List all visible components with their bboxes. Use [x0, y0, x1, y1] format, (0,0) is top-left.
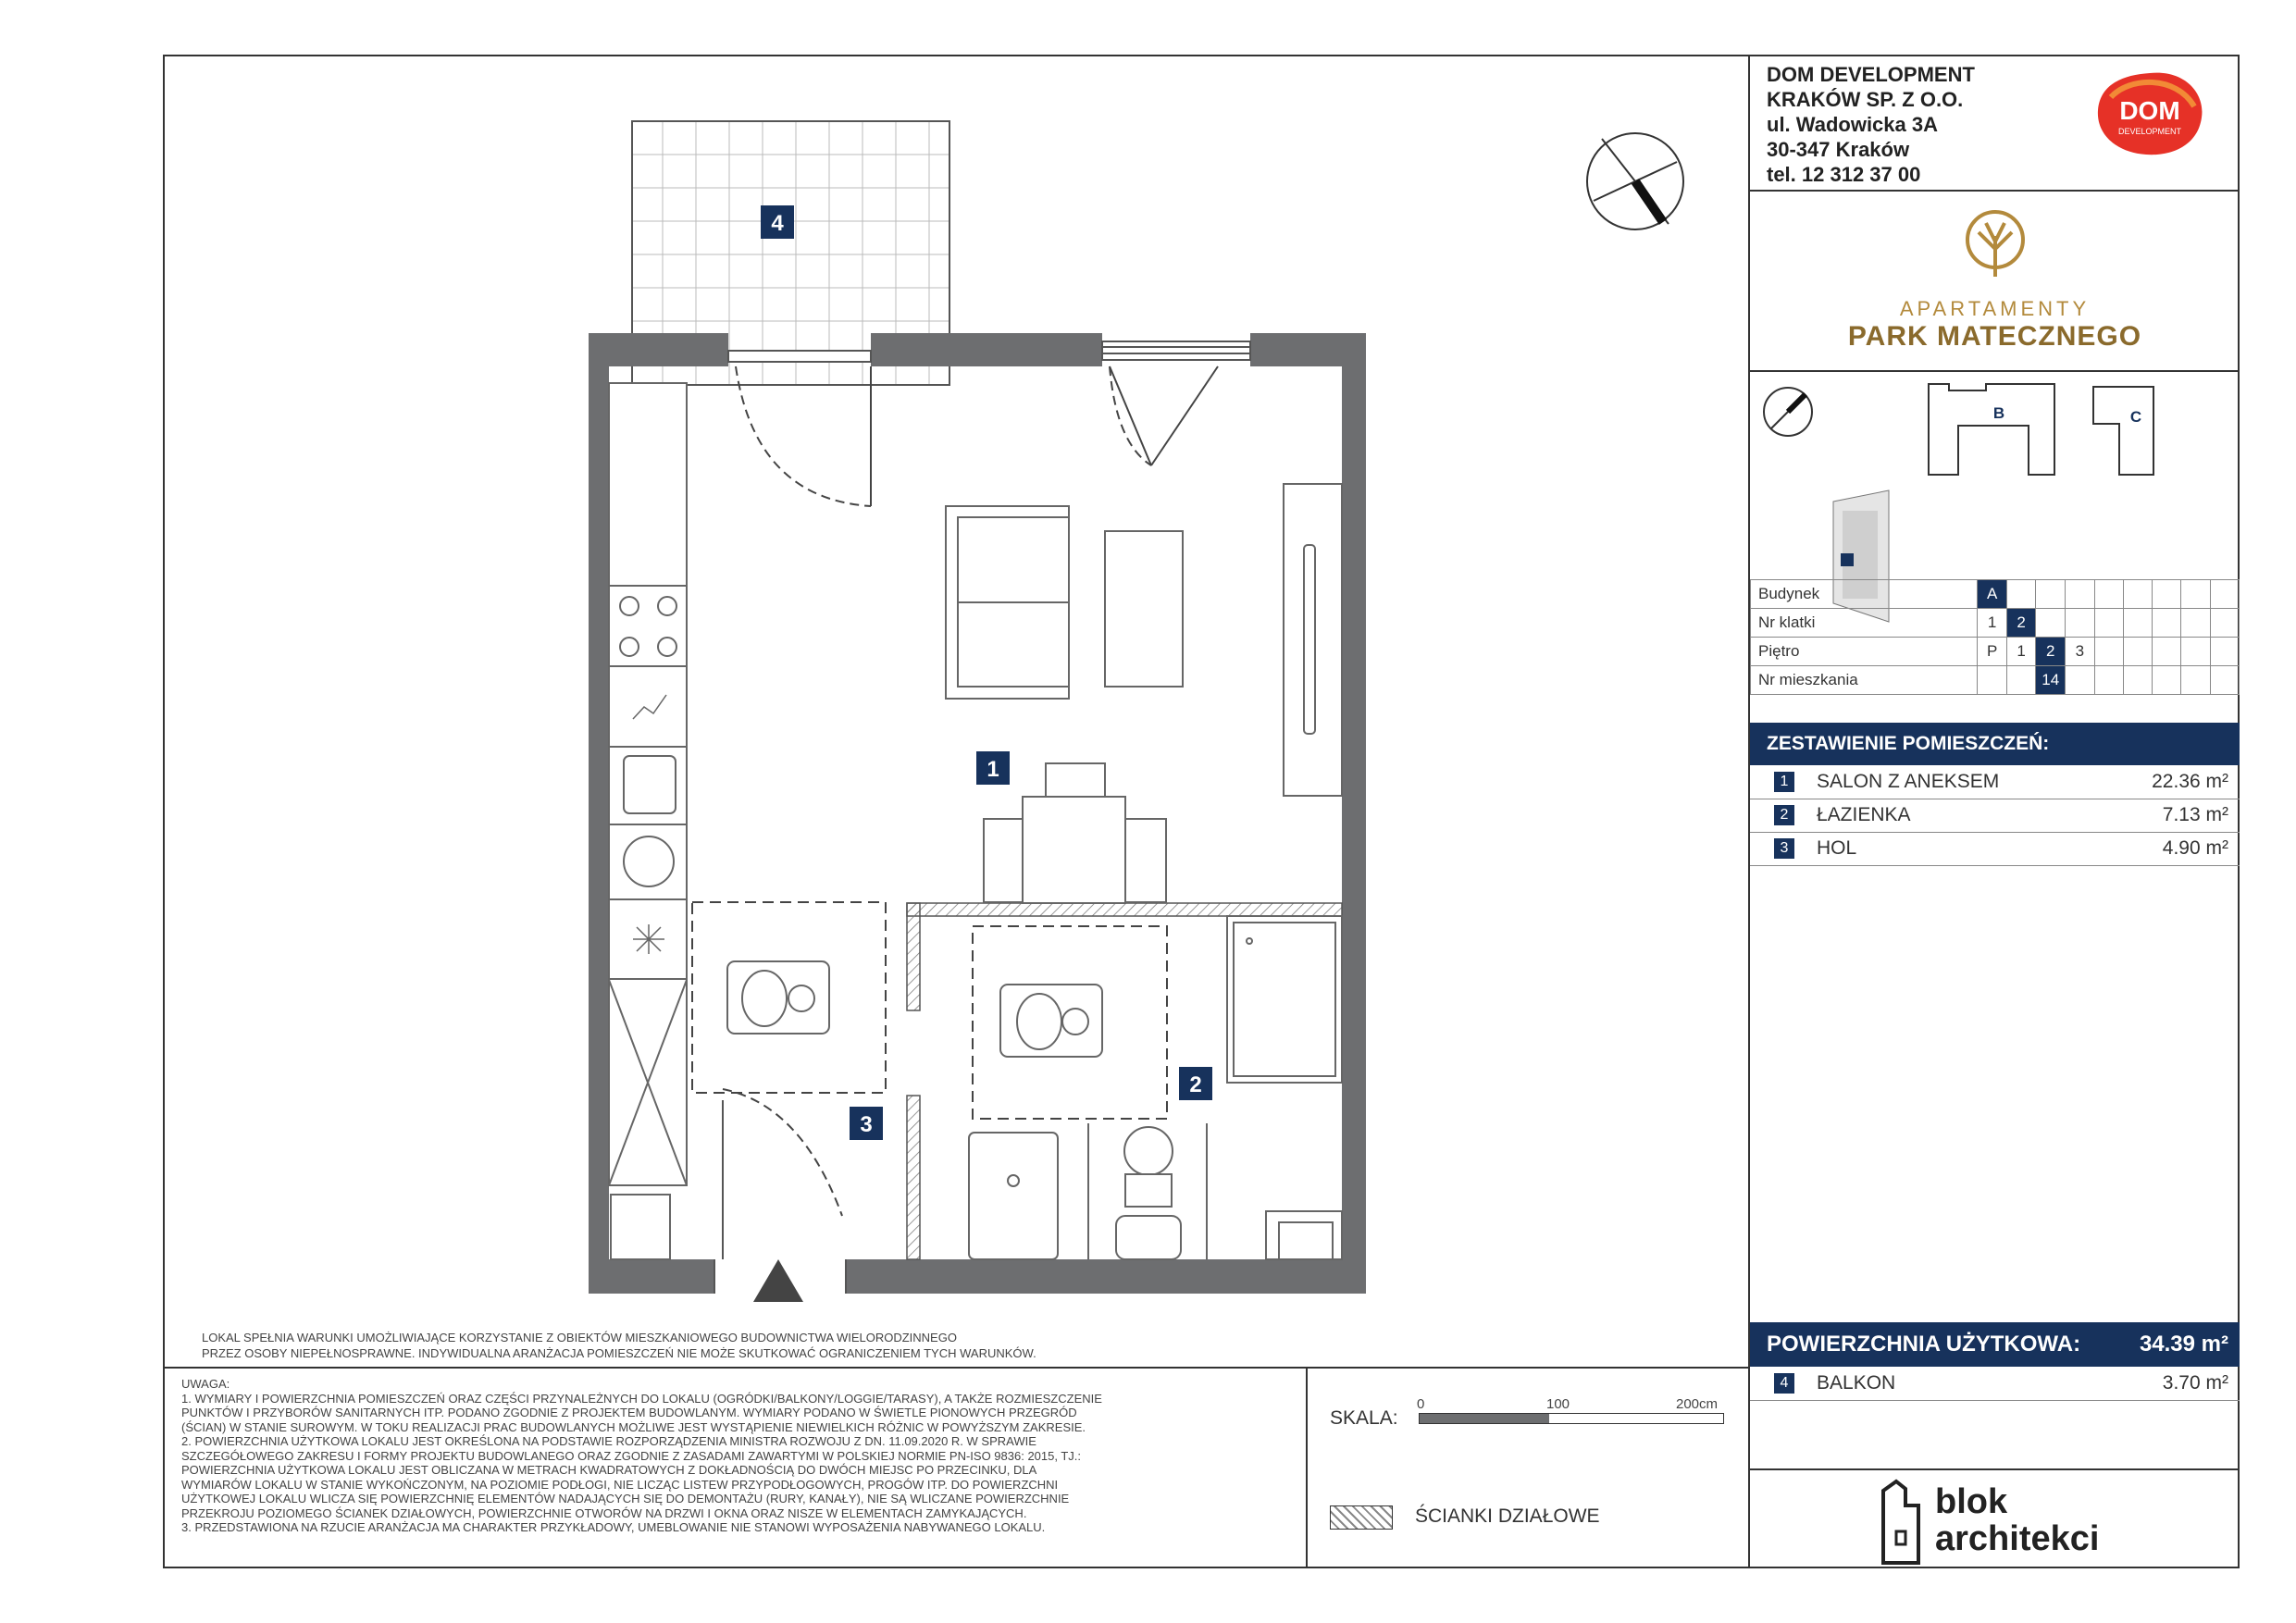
info-cell	[1978, 666, 2007, 695]
info-row-floor	[1751, 638, 2240, 666]
architect-name-line2: architekci	[1935, 1519, 2100, 1558]
legend-hatch-swatch	[1330, 1505, 1393, 1530]
info-cell	[2006, 580, 2035, 609]
room-number: 1	[1774, 772, 1794, 792]
info-cell: 1	[1978, 609, 2007, 638]
room-tag-1: 1	[987, 757, 999, 782]
info-cell	[2006, 666, 2035, 695]
info-cell	[2123, 580, 2152, 609]
info-cell	[2181, 609, 2210, 638]
extra-room-row	[1750, 1367, 2240, 1401]
info-cell	[2066, 609, 2094, 638]
note-line: PRZEKROJU POZIOMEGO ŚCIANEK DZIAŁOWYCH, POWIERZCHNIE OTWORÓW NA DRZWI I OKNA ORAZ NISZE W ELEMENTACH ZAMYKAJĄCYCH.	[181, 1505, 1027, 1520]
note-line: WYMIARÓW LOKALU W STANIE WYKOŃCZONYM, NA POZIOMIE PODŁOGI, NIE LICZĄC LISTEW PRZYPODŁOGOWYCH, PROGÓW ITP. DO POWIERZCHNI	[181, 1477, 1059, 1492]
info-cell	[2123, 666, 2152, 695]
info-label: Nr mieszkania	[1751, 666, 1978, 695]
company-address-2: 30-347 Kraków	[1767, 138, 1910, 161]
note-line: POWIERZCHNIA UŻYTKOWA LOKALU JEST OBLICZANA W METRACH KWADRATOWYCH Z DOKŁADNOŚCIĄ DO DWÓCH MIEJSC PO PRZECINKU, DLA	[181, 1463, 1037, 1477]
scale-tick-200: 200cm	[1676, 1396, 1719, 1412]
company-info	[1767, 62, 1975, 187]
title-block	[1748, 55, 2240, 1568]
info-label: Nr klatki	[1751, 609, 1978, 638]
usable-area-value: 34.39 m²	[2139, 1332, 2228, 1357]
room-tag-2: 2	[1189, 1072, 1202, 1097]
project-name	[1750, 297, 2240, 353]
info-cell	[2181, 638, 2210, 666]
sofa	[946, 506, 1183, 699]
tv-unit	[1284, 484, 1342, 796]
usable-area-band	[1750, 1322, 2240, 1367]
company-phone: tel. 12 312 37 00	[1767, 163, 1921, 186]
room-tag-4: 4	[771, 211, 784, 236]
accessibility-note	[202, 1330, 1036, 1361]
info-label: Piętro	[1751, 638, 1978, 666]
room-number: 3	[1774, 838, 1794, 859]
room-area: 7.13 m²	[2162, 804, 2228, 825]
note-line: 3. PRZEDSTAWIONA NA RZUCIE ARANŻACJA MA CHARAKTER PRZYKŁADOWY, UMEBLOWANIE NIE STANOWI WYPOSAŻENIA NABYWANEGO LOKALU.	[181, 1520, 1046, 1534]
scale-tick-100: 100	[1546, 1396, 1570, 1412]
separator	[1750, 1468, 2240, 1470]
company-address-1: ul. Wadowicka 3A	[1767, 113, 1939, 136]
info-cell	[2123, 609, 2152, 638]
info-cell	[2094, 666, 2123, 695]
logo-text-dom: DOM	[2119, 96, 2180, 125]
room-number: 2	[1774, 805, 1794, 825]
notes-title: UWAGA:	[181, 1377, 230, 1391]
note-line: UŻYTKOWEJ LOKALU WLICZA SIĘ POWIERZCHNIĘ ELEMENTÓW NADAJĄCYCH SIĘ DO DEMONTAŻU (RURY, KANAŁY), NIE SĄ WLICZANE POWIERZCHNIE	[181, 1492, 1070, 1505]
info-cell: 3	[2066, 638, 2094, 666]
info-cell	[2036, 609, 2066, 638]
project-name-big: PARK MATECZNEGO	[1847, 321, 2142, 352]
room-name: SALON Z ANEKSEM	[1817, 771, 2000, 792]
usable-area-label: POWIERZCHNIA UŻYTKOWA:	[1767, 1332, 2081, 1357]
info-cell	[2123, 638, 2152, 666]
room-name: ŁAZIENKA	[1817, 804, 1911, 825]
info-cell	[2181, 580, 2210, 609]
info-cell: 14	[2036, 666, 2066, 695]
company-name-2: KRAKÓW SP. Z O.O.	[1767, 88, 1964, 111]
info-label: Budynek	[1751, 580, 1978, 609]
separator	[1750, 190, 2240, 192]
info-cell	[2210, 609, 2239, 638]
accessibility-note-line: PRZEZ OSOBY NIEPEŁNOSPRAWNE. INDYWIDUALNA ARANŻACJA POMIESZCZEŃ NIE MOŻE SKUTKOWAĆ OGRANICZENIEM TYCH WARUNKÓW.	[202, 1346, 1036, 1360]
room-area: 4.90 m²	[2162, 837, 2228, 859]
compass-icon	[1587, 133, 1683, 229]
unit-info-table	[1750, 579, 2240, 695]
info-cell	[2153, 609, 2181, 638]
info-row-apartment	[1751, 666, 2240, 695]
key-plan-building-b: B	[1992, 404, 2005, 422]
blok-architekci-logo-icon	[1880, 1478, 1922, 1567]
room-row	[1750, 832, 2240, 866]
note-line: 1. WYMIARY I POWIERZCHNIA POMIESZCZEŃ ORAZ CZĘŚCI PRZYNALEŻNYCH DO LOKALU (OGRÓDKI/BALKONY/LOGGIE/TARASY), A TAKŻE ROZMIESZCZENIE	[181, 1391, 1102, 1406]
info-cell	[2181, 666, 2210, 695]
info-cell	[2066, 580, 2094, 609]
info-cell	[2066, 666, 2094, 695]
dining-table	[984, 763, 1166, 903]
company-name-1: DOM DEVELOPMENT	[1767, 63, 1975, 86]
note-line: PUNKTÓW I PRZYBORÓW SANITARNYCH ITP. PODANO ZGODNIE Z PROJEKTEM BUDOWLANYM. WYMIARY PODANO W ŚWIETLE PIONOWYCH PRZEGRÓD	[181, 1406, 1077, 1419]
info-row-stairwell	[1751, 609, 2240, 638]
floor-plan	[163, 55, 1748, 1367]
info-cell	[2036, 580, 2066, 609]
scale-label: SKALA:	[1330, 1407, 1398, 1429]
room-row	[1750, 765, 2240, 799]
info-cell	[2153, 638, 2181, 666]
note-line: (ŚCIAN) W STANIE SUROWYM. W TOKU REALIZACJI PRAC BUDOWLANYCH MOŻLIWE JEST WYSTĄPIENIE NIEWIELKICH RÓŻNIC W POWYŻSZYM ZAKRESIE.	[181, 1419, 1086, 1434]
info-cell	[2094, 638, 2123, 666]
info-cell: 2	[2036, 638, 2066, 666]
info-cell	[2210, 580, 2239, 609]
info-cell	[2210, 638, 2239, 666]
kitchen-counter	[609, 383, 687, 1259]
room-number: 4	[1774, 1373, 1794, 1394]
room-name: BALKON	[1817, 1372, 1896, 1394]
info-cell	[2153, 580, 2181, 609]
note-line: SZCZEGÓŁOWEGO ZAKRESU I FORMY PROJEKTU BUDOWLANEGO ORAZ ZGODNIE Z ZASADAMI ZAWARTYMI W POLSKIEJ NORMIE PN-ISO 9836: 2015, TJ.:	[181, 1448, 1082, 1463]
rooms-header	[1750, 723, 2240, 765]
info-row-building	[1751, 580, 2240, 609]
info-cell	[2153, 666, 2181, 695]
project-name-small: APARTAMENTY	[1899, 297, 2091, 320]
scale-bar	[1419, 1413, 1724, 1424]
notes-block	[181, 1377, 1292, 1535]
dom-development-logo	[2092, 69, 2207, 158]
room-area: 22.36 m²	[2152, 771, 2228, 792]
legend-label: ŚCIANKI DZIAŁOWE	[1415, 1505, 1600, 1527]
tree-logo-icon	[1960, 208, 2030, 279]
info-cell: 1	[2006, 638, 2035, 666]
scale-tick-0: 0	[1417, 1396, 1425, 1412]
architect-name-line1: blok	[1935, 1482, 2008, 1521]
rooms-header-label: ZESTAWIENIE POMIESZCZEŃ:	[1767, 733, 2050, 754]
room-tag-3: 3	[860, 1112, 873, 1137]
info-cell	[2210, 666, 2239, 695]
info-cell: 2	[2006, 609, 2035, 638]
room-name: HOL	[1817, 837, 1857, 859]
logo-text-development: DEVELOPMENT	[2117, 127, 2182, 136]
accessibility-note-line: LOKAL SPEŁNIA WARUNKI UMOŻLIWIAJĄCE KORZYSTANIE Z OBIEKTÓW MIESZKANIOWEGO BUDOWNICTWA WIELORODZINNEGO	[202, 1331, 957, 1344]
room-row	[1750, 799, 2240, 833]
info-cell	[2094, 580, 2123, 609]
room-area: 3.70 m²	[2162, 1372, 2228, 1394]
scale-box	[1306, 1367, 1750, 1568]
architect-name	[1935, 1483, 2099, 1557]
note-line: 2. POWIERZCHNIA UŻYTKOWA LOKALU JEST OKREŚLONA NA PODSTAWIE ROZPORZĄDZENIA MINISTRA ROZWOJU Z DN. 11.09.2020 R. W SPRAWIE	[181, 1434, 1036, 1448]
info-cell: P	[1978, 638, 2007, 666]
key-plan-building-c: C	[2129, 408, 2142, 426]
info-cell	[2094, 609, 2123, 638]
info-cell: A	[1978, 580, 2007, 609]
bathroom-fixtures	[969, 916, 1342, 1259]
